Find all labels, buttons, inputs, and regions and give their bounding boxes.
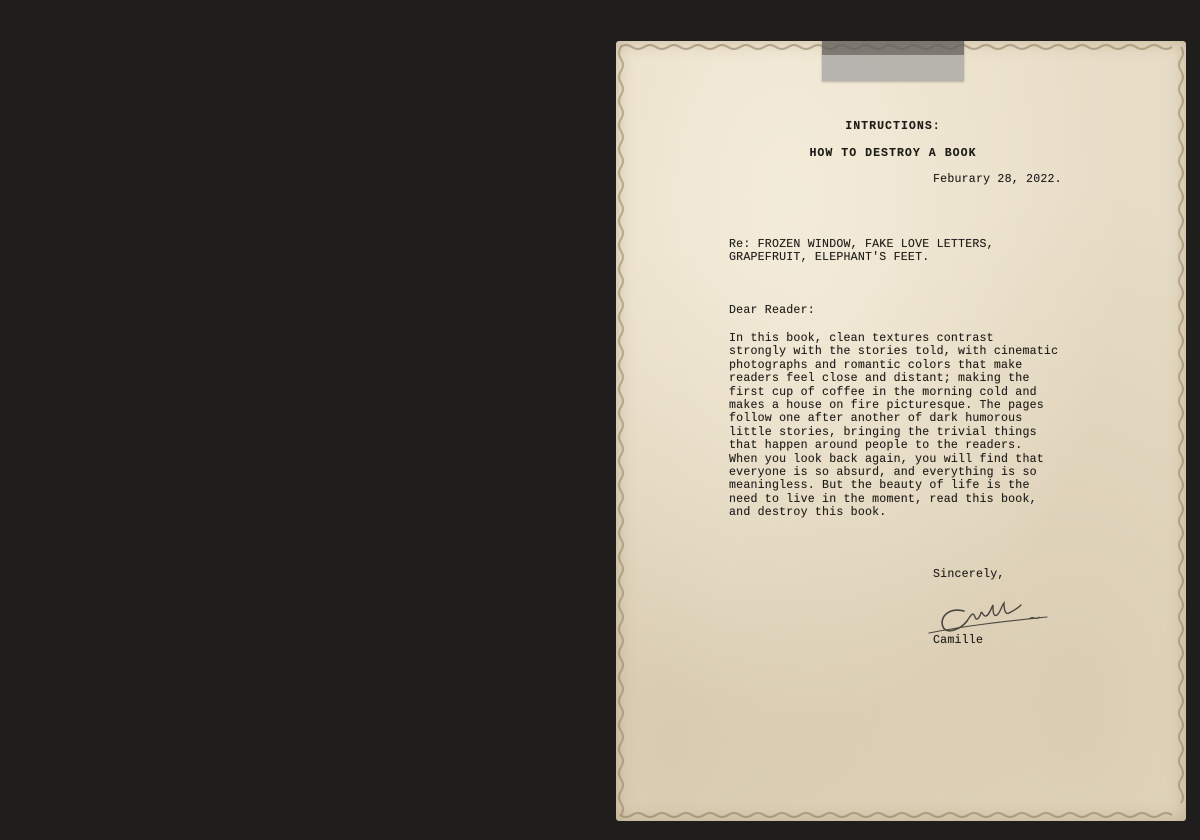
signature-icon bbox=[909, 581, 1059, 641]
title-line-2: HOW TO DESTROY A BOOK bbox=[809, 146, 977, 160]
letter-signer: Camille bbox=[933, 634, 984, 647]
masking-tape bbox=[822, 41, 964, 81]
letter-closing: Sincerely, bbox=[933, 568, 1005, 581]
letter-salutation: Dear Reader: bbox=[729, 304, 815, 317]
title-line-1: INTRUCTIONS: bbox=[845, 120, 941, 134]
letter-date: Feburary 28, 2022. bbox=[933, 173, 1062, 186]
letter-paper bbox=[616, 41, 1186, 821]
letter-title bbox=[616, 107, 1170, 173]
tape-highlight bbox=[822, 55, 964, 81]
letter-subject: Re: FROZEN WINDOW, FAKE LOVE LETTERS, GRAPEFRUIT, ELEPHANT'S FEET. bbox=[729, 238, 994, 265]
letter-body: In this book, clean textures contrast strongly with the stories told, with cinematic photographs and romantic colors that make readers feel close and distant; making the first cup of coffee in the morning cold and makes a house on fire picturesque. The pages follow one after another of dark humorous little stories, bringing the trivial things that happen around people to the readers. When you look back again, you will find that everyone is so absurd, and everything is so meaningless. But the beauty of life is the need to live in the moment, read this book, and destroy this book. bbox=[729, 332, 1059, 520]
